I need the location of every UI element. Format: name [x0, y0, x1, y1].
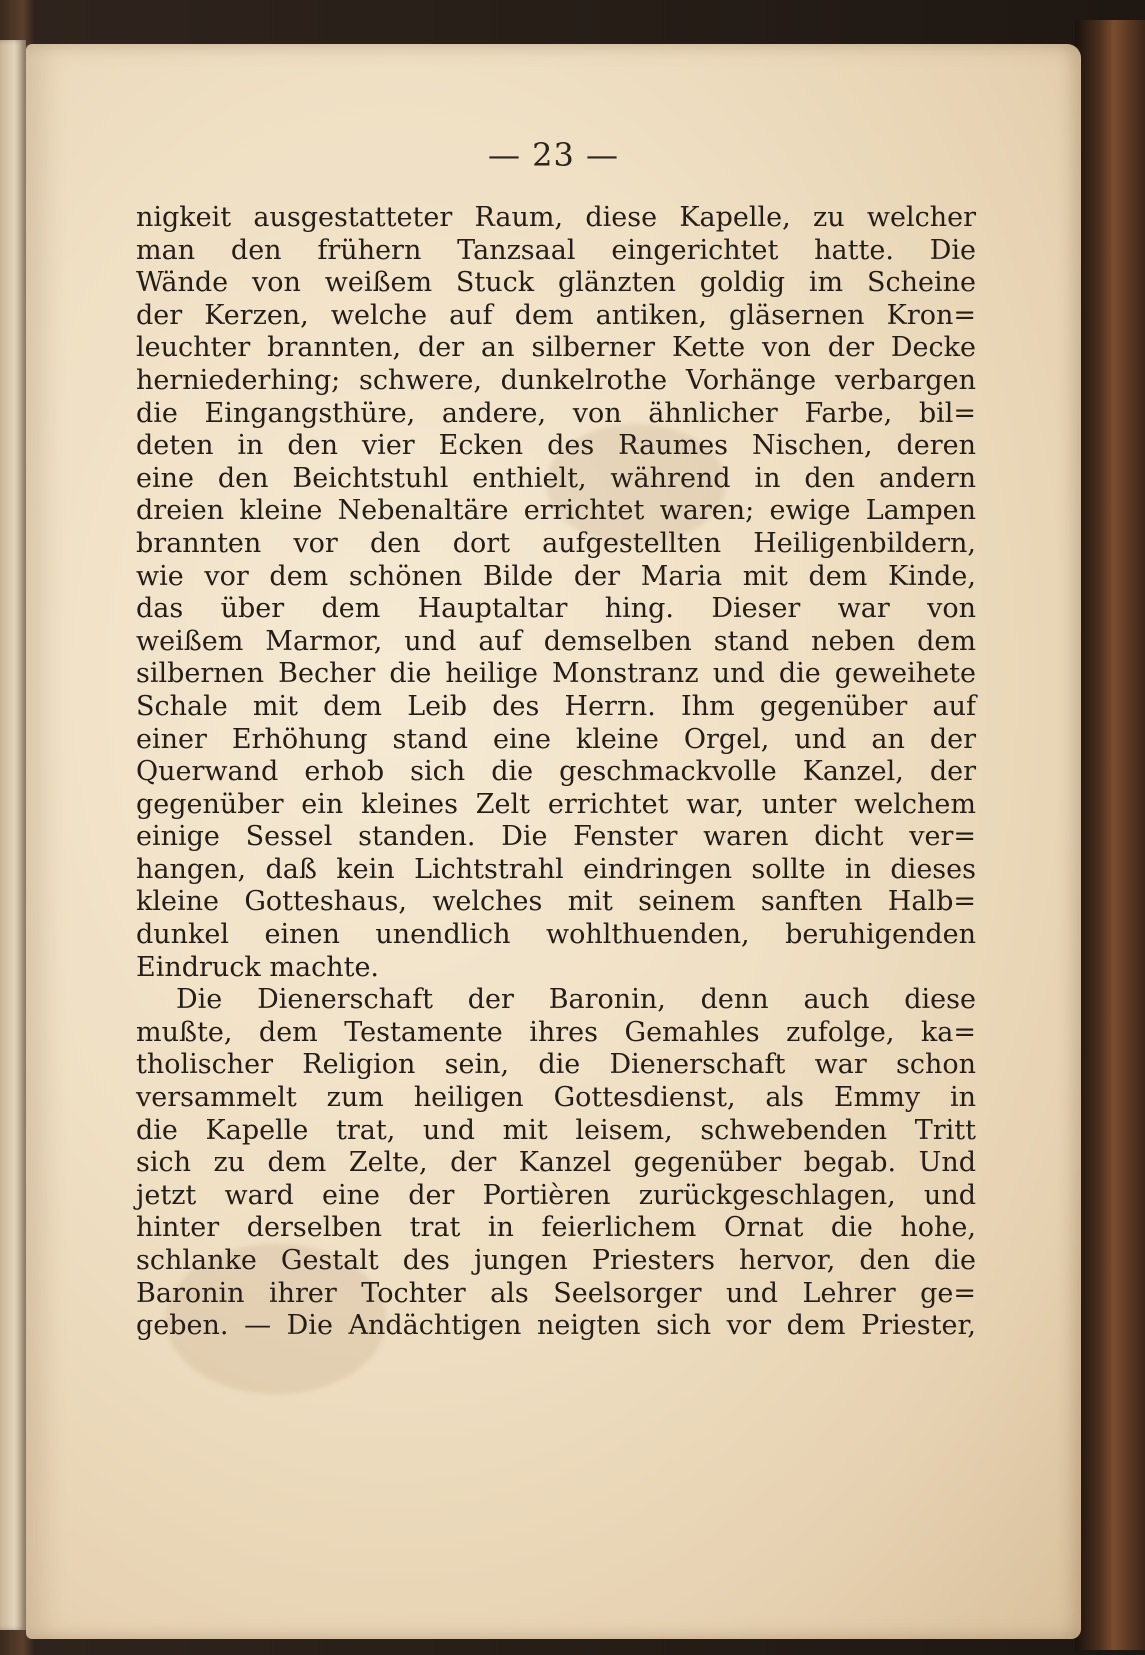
text-line: kleine Gotteshaus, welches mit seinem sanften Halb=	[136, 886, 976, 918]
text-line: Eindruck machte.	[136, 951, 379, 983]
text-line: brannten vor den dort aufgestellten Heiligenbildern,	[136, 527, 976, 559]
text-line: Querwand erhob sich die geschmackvolle Kanzel, der	[136, 756, 976, 788]
left-page-edge	[0, 40, 26, 1630]
text-line: deten in den vier Ecken des Raumes Nischen, deren	[136, 430, 976, 462]
text-line: geben. — Die Andächtigen neigten sich vor dem Priester,	[136, 1310, 976, 1342]
text-line: wie vor dem schönen Bilde der Maria mit dem Kinde,	[136, 560, 976, 592]
text-line: silbernen Becher die heilige Monstranz und die geweihete	[136, 658, 976, 690]
text-line: nigkeit ausgestatteter Raum, diese Kapelle, zu welcher	[136, 202, 976, 233]
text-line: der Kerzen, welche auf dem antiken, gläsernen Kron=	[136, 299, 976, 331]
text-line: das über dem Hauptaltar hing. Dieser war von	[136, 593, 976, 625]
text-line: versammelt zum heiligen Gottesdienst, als Emmy in	[136, 1082, 976, 1114]
text-line: dunkel einen unendlich wohlthuenden, beruhigenden	[136, 919, 976, 951]
text-line: Baronin ihrer Tochter als Seelsorger und Lehrer ge=	[136, 1277, 976, 1309]
text-line: sich zu dem Zelte, der Kanzel gegenüber begab. Und	[136, 1147, 976, 1179]
text-line: mußte, dem Testamente ihres Gemahles zufolge, ka=	[136, 1016, 976, 1048]
text-line: herniederhing; schwere, dunkelrothe Vorhänge verbargen	[136, 364, 976, 396]
text-line: schlanke Gestalt des jungen Priesters hervor, den die	[136, 1245, 976, 1276]
text-line: Wände von weißem Stuck glänzten goldig im Scheine	[136, 267, 976, 299]
book-page	[26, 44, 1081, 1639]
text-line: leuchter brannten, der an silberner Kette von der Decke	[136, 332, 976, 364]
text-line: eine den Beichtstuhl enthielt, während in den andern	[136, 462, 976, 494]
text-line: einige Sessel standen. Die Fenster waren dicht ver=	[136, 821, 976, 853]
text-line: die Kapelle trat, und mit leisem, schwebenden Tritt	[136, 1114, 976, 1146]
text-line: jetzt ward eine der Portièren zurückgeschlagen, und	[136, 1179, 976, 1211]
text-line: tholischer Religion sein, die Dienerschaft war schon	[136, 1049, 976, 1081]
body-text	[136, 202, 976, 1343]
text-line: dreien kleine Nebenaltäre errichtet waren; ewige Lampen	[136, 495, 976, 527]
page-number: — 23 —	[487, 136, 620, 174]
text-line: hinter derselben trat in feierlichem Ornat die hohe,	[136, 1212, 976, 1244]
text-line: Die Dienerschaft der Baronin, denn auch diese	[176, 984, 976, 1016]
text-line: hangen, daß kein Lichtstrahl eindringen sollte in dieses	[136, 853, 976, 885]
text-line: gegenüber ein kleines Zelt errichtet war, unter welchem	[136, 788, 976, 820]
text-line: weißem Marmor, und auf demselben stand neben dem	[136, 625, 976, 657]
text-line: die Eingangsthüre, andere, von ähnlicher Farbe, bil=	[136, 397, 976, 429]
text-line: einer Erhöhung stand eine kleine Orgel, und an der	[136, 723, 976, 755]
text-line: man den frühern Tanzsaal eingerichtet hatte. Die	[136, 234, 976, 266]
book-cover-edge	[1075, 20, 1145, 1650]
text-line: Schale mit dem Leib des Herrn. Ihm gegenüber auf	[136, 690, 976, 722]
